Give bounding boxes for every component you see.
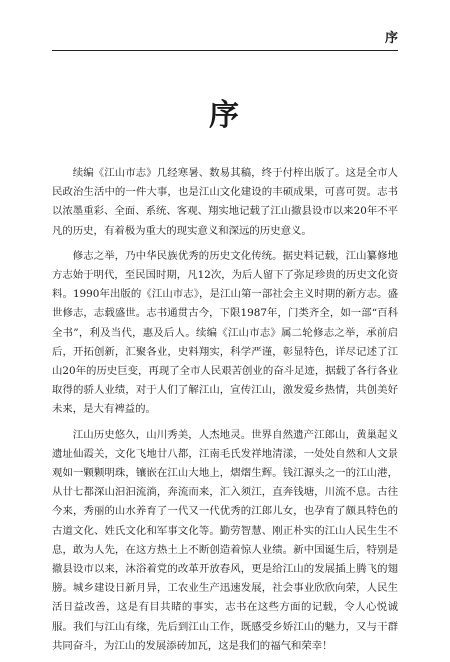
body-text [52, 164, 398, 662]
paragraph: 修志之举，乃中华民族优秀的历史文化传统。据史料记载，江山纂修地方志始于明代，至民国时期，凡12次，为后人留下了弥足珍贵的历史文化资料。1990年出版的《江山市志》，是江山第一部社会主义时期的新方志。盛世修志，志载盛世。志书通贯古今，下限1987年，门类齐全，如一部“百科全书”，利及当代，惠及后人。续编《江山市志》属二轮修志之举，承前启后，开拓创新，汇聚各业，史料翔实，科学严谨，彰显特色，详尽记述了江山20年的历史巨变，再现了全市人民艰苦创业的奋斗足迹，据载了各行各业取得的骄人业绩，对于人们了解江山，宣传江山，激发爱乡热情，共创美好未来，是大有裨益的。 [52, 249, 398, 416]
running-head [52, 26, 398, 51]
running-head-title: 序 [384, 31, 398, 46]
paragraph: 江山历史悠久，山川秀美，人杰地灵。世界自然遗产江郎山，黄巢起义遗址仙霞关，文化飞地廿八都，江南毛氏发祥地清漾，一处处自然和人文景观如一颗颗明珠，镶嵌在江山大地上，熠熠生辉。钱江源头之一的江山港，从廿七都深山汩汩流淌，奔流而来，汇入须江，直奔钱塘，川流不息。古往今来，秀丽的山水养育了一代又一代优秀的江郎儿女，也孕育了颇具特色的古道文化、姓氏文化和军事文化等。勤劳智慧、刚正朴实的江山人民生生不息，敢为人先，在这方热土上不断创造着惊人业绩。新中国诞生后，特别是撤县设市以来，沐浴着党的改革开放春风，更是给江山的发展插上腾飞的翅膀。城乡建设日新月异，工农业生产迅速发展，社会事业欣欣向荣，人民生活日益改善，这是有目共睹的事实，志书在这些方面的记载，令人心悦诚服。我们与江山有缘，先后到江山工作，既感受乡娇江山的魅力，又与干群共同奋斗，为江山的发展添砖加瓦，这是我们的福气和荣幸！ [52, 428, 398, 652]
paragraph: 续编《江山市志》几经寒暑、数易其稿，终于付梓出版了。这是全市人民政治生活中的一件大事，也是江山文化建设的丰硕成果，可喜可贺。志书以浓墨重彩、全面、系统、客观、翔实地记载了江山撤县设市以来20年不平凡的历史，有着极为重大的现实意义和深远的历史意义。 [52, 167, 398, 237]
chapter-title: 序 [209, 98, 241, 133]
